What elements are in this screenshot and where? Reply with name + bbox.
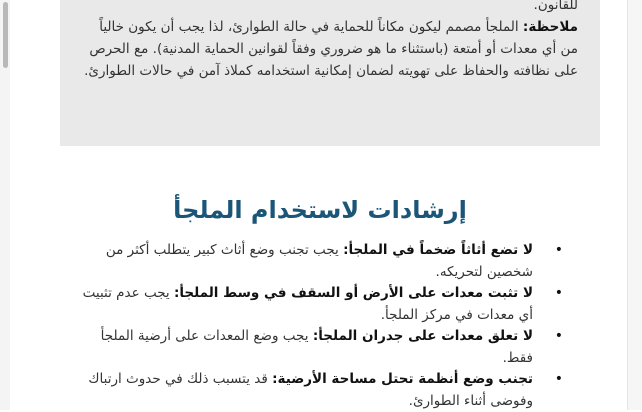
guideline-text: يجب وضع المعدات على أرضية الملجأ فقط. xyxy=(100,328,533,366)
note-label: ملاحظة: xyxy=(522,19,578,35)
scrollbar-thumb[interactable] xyxy=(3,2,8,68)
bullet-icon: • xyxy=(554,242,563,258)
note-box xyxy=(60,0,600,146)
note-top-fragment: للقانون. xyxy=(533,0,578,13)
note-paragraph xyxy=(78,0,578,82)
bullet-icon: • xyxy=(554,328,563,344)
guideline-title: لا تعلق معدات على جدران الملجأ: xyxy=(312,328,533,344)
list-item xyxy=(67,283,567,326)
guideline-text: يجب تجنب وضع أثاث كبير يتطلب أكثر من شخصين لتحريكه. xyxy=(105,242,533,280)
list-item xyxy=(67,240,567,283)
scrollbar-track[interactable] xyxy=(0,0,10,410)
note-body: الملجأ مصمم ليكون مكاناً للحماية في حالة الطوارئ، لذا يجب أن يكون خالياً من أي معدات أو أمتعة (باستثناء ما هو ضروري وفقاً لقوانين الحماية المدنية). مع الحرص على نظافته والحفاظ على تهويته لضمان إمكانية استخدامه كملاذ آمن في حالات الطوارئ. xyxy=(84,19,578,79)
guideline-title: لا تثبت معدات على الأرض أو السقف في وسط الملجأ: xyxy=(173,285,533,301)
guideline-text: قد يتسبب ذلك في حدوث ارتباك وفوضى أثناء الطوارئ. xyxy=(88,371,533,409)
guidelines-list xyxy=(67,240,567,412)
bullet-icon: • xyxy=(554,371,563,387)
list-item xyxy=(67,369,567,412)
list-item xyxy=(67,326,567,369)
guideline-title: تجنب وضع أنظمة تحتل مساحة الأرضية: xyxy=(272,371,533,387)
bullet-icon: • xyxy=(554,285,563,301)
guideline-text: يجب عدم تثبيت أي معدات في مركز الملجأ. xyxy=(82,285,533,323)
page-edge xyxy=(627,0,642,410)
document-page xyxy=(10,0,627,410)
guideline-title: لا تضع أثاثاً ضخماً في الملجأ: xyxy=(343,242,533,258)
section-heading: إرشادات لاستخدام الملجأ xyxy=(173,196,467,224)
